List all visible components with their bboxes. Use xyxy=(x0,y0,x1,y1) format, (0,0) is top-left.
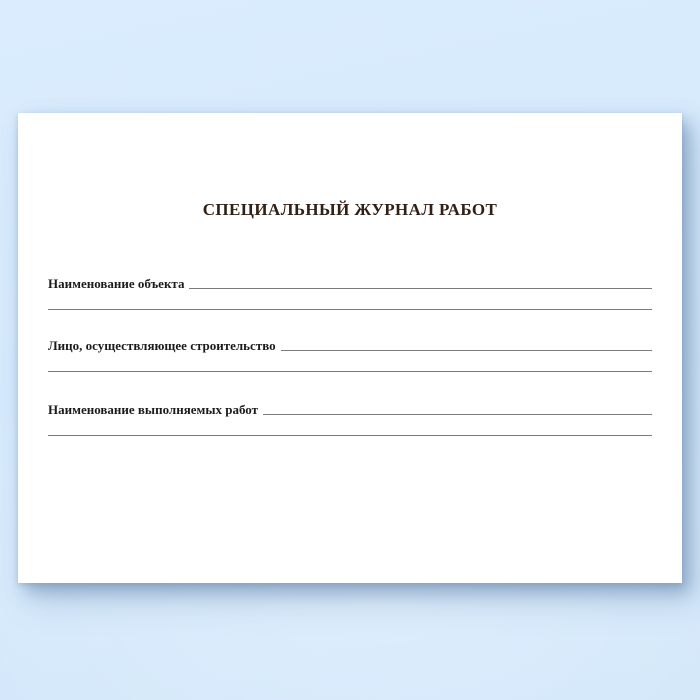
field-construction-person-fill-line xyxy=(281,338,652,351)
field-works-name xyxy=(48,402,652,436)
field-works-name-label: Наименование выполняемых работ xyxy=(48,402,259,417)
field-object-name-fill-line-2 xyxy=(48,291,652,310)
field-construction-person xyxy=(48,338,652,372)
field-object-name-label: Наименование объекта xyxy=(48,276,185,291)
document-title: СПЕЦИАЛЬНЫЙ ЖУРНАЛ РАБОТ xyxy=(202,200,498,219)
field-object-name-fill-line xyxy=(189,276,652,289)
field-object-name xyxy=(48,276,652,310)
field-works-name-fill-line xyxy=(263,402,652,415)
journal-cover-page xyxy=(18,113,682,583)
field-works-name-fill-line-2 xyxy=(48,417,652,436)
field-construction-person-fill-line-2 xyxy=(48,353,652,372)
field-construction-person-label: Лицо, осуществляющее строительство xyxy=(48,338,276,353)
